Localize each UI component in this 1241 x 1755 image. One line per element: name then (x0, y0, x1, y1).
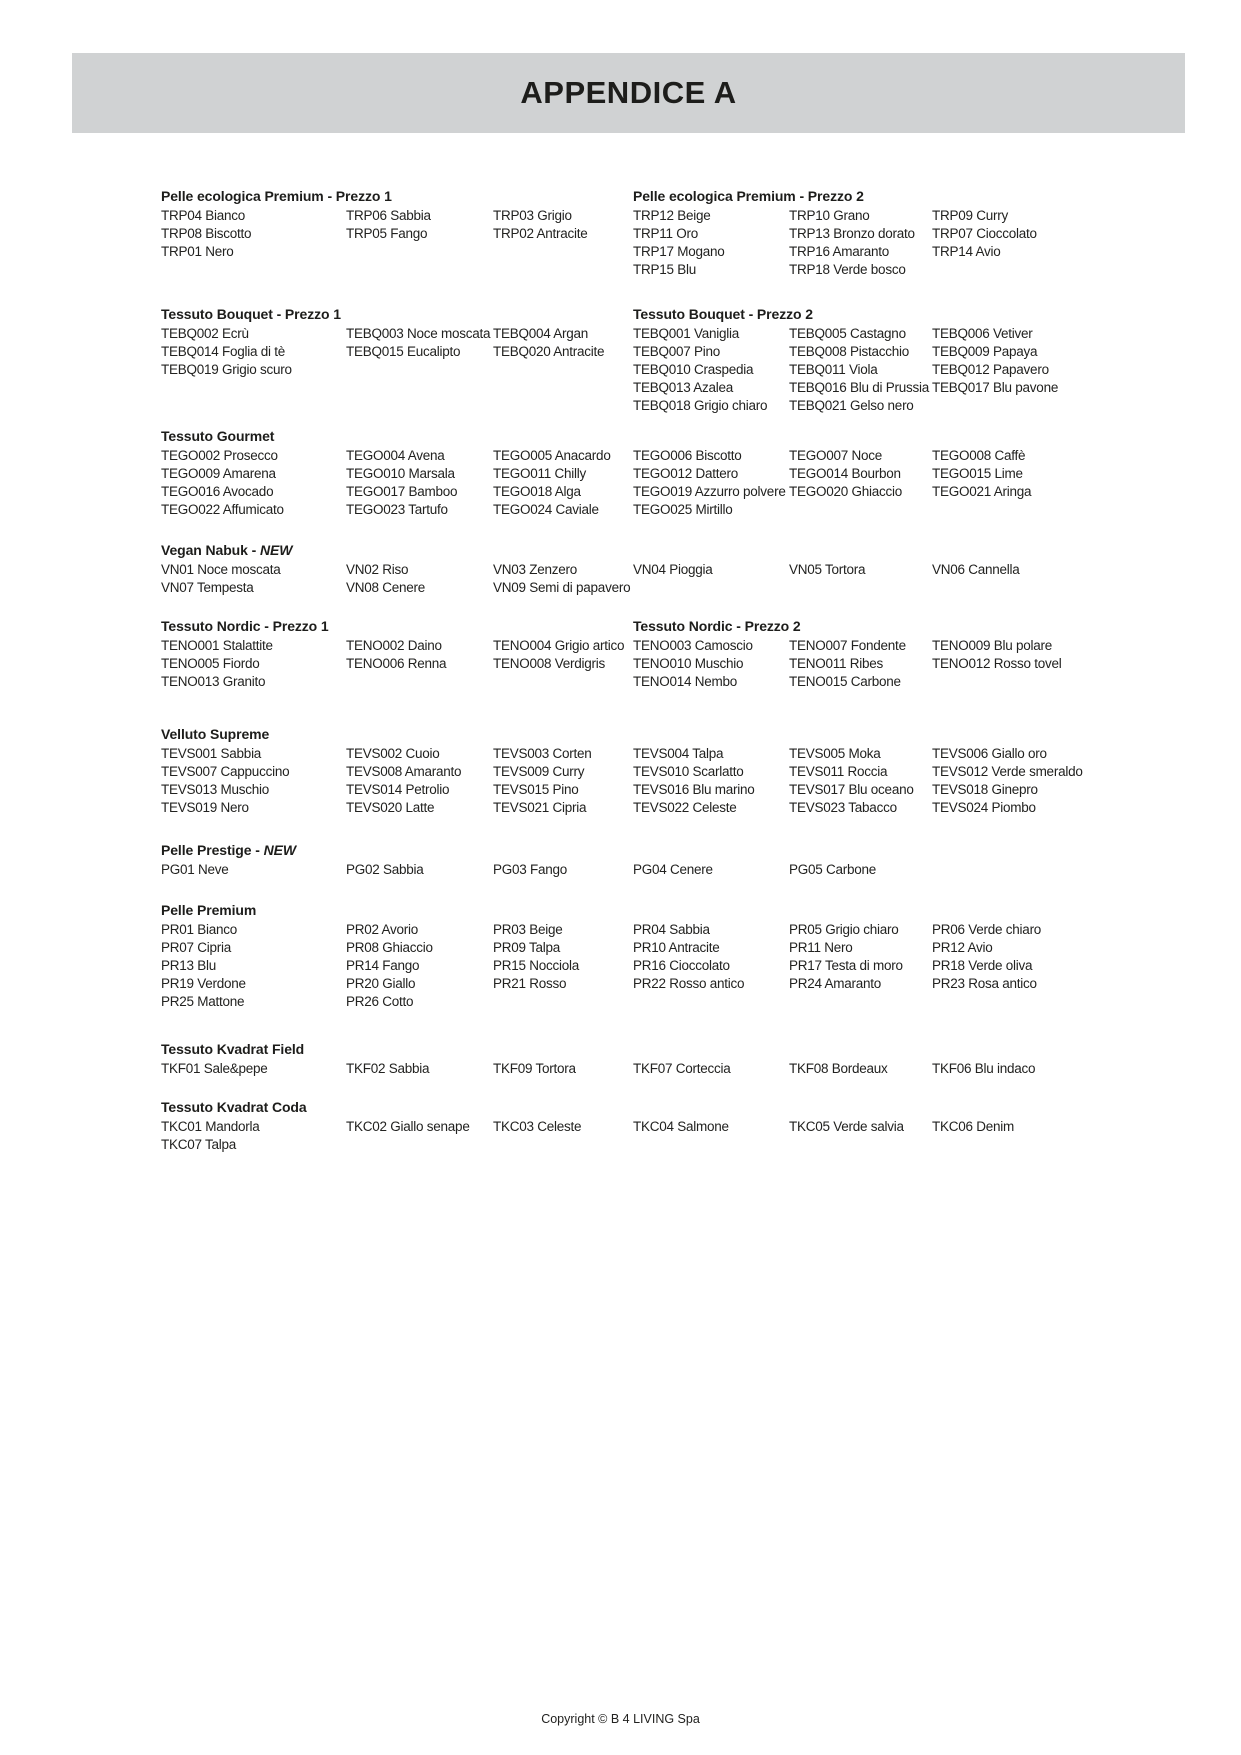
color-code: TEBQ015 Eucalipto (346, 344, 461, 359)
color-code: TEVS019 Nero (161, 800, 249, 815)
section-pelle-premium (161, 899, 1121, 1011)
color-code: TEGO004 Avena (346, 448, 445, 463)
section-tessuto-nordic-prezzo-2 (633, 615, 1121, 691)
color-code-grid (161, 561, 1121, 597)
color-code: PR01 Bianco (161, 922, 238, 937)
color-code: TKF06 Blu indaco (932, 1061, 1036, 1076)
color-code: TEBQ010 Craspedia (633, 362, 754, 377)
color-code: PR11 Nero (789, 940, 853, 955)
color-code: TRP13 Bronzo dorato (789, 226, 915, 241)
color-code: PR20 Giallo (346, 976, 416, 991)
color-code: TEBQ012 Papavero (932, 362, 1049, 377)
color-code: TEGO020 Ghiaccio (789, 484, 903, 499)
color-code: TEBQ008 Pistacchio (789, 344, 910, 359)
color-code: TRP08 Biscotto (161, 226, 252, 241)
color-code: TENO004 Grigio artico (493, 638, 625, 653)
color-code: TEVS002 Cuoio (346, 746, 440, 761)
color-code: TEBQ004 Argan (493, 326, 589, 341)
color-code-grid (633, 637, 1121, 691)
color-code: TEGO022 Affumicato (161, 502, 284, 517)
color-code: TEGO007 Noce (789, 448, 883, 463)
color-code: VN09 Semi di papavero (493, 580, 631, 595)
section-vegan-nabuk (161, 539, 1121, 597)
color-code: TEVS015 Pino (493, 782, 579, 797)
color-code: PR15 Nocciola (493, 958, 580, 973)
color-code: TRP01 Nero (161, 244, 234, 259)
section-tessuto-kvadrat-coda (161, 1096, 1121, 1154)
color-code: PR06 Verde chiaro (932, 922, 1042, 937)
color-code: PR23 Rosa antico (932, 976, 1037, 991)
color-code: PR04 Sabbia (633, 922, 710, 937)
section-title: Tessuto Gourmet (161, 428, 275, 444)
color-code: VN03 Zenzero (493, 562, 578, 577)
color-code: TEBQ018 Grigio chiaro (633, 398, 768, 413)
color-code: TEVS010 Scarlatto (633, 764, 744, 779)
color-code: TEVS004 Talpa (633, 746, 724, 761)
color-code: PR03 Beige (493, 922, 563, 937)
color-code: TENO002 Daino (346, 638, 442, 653)
color-code: TEGO019 Azzurro polvere (633, 484, 786, 499)
color-code: TRP07 Cioccolato (932, 226, 1037, 241)
color-code: TENO014 Nembo (633, 674, 738, 689)
color-code: TEBQ017 Blu pavone (932, 380, 1059, 395)
color-code: PR26 Cotto (346, 994, 414, 1009)
color-code: TEGO023 Tartufo (346, 502, 448, 517)
color-code: TENO015 Carbone (789, 674, 901, 689)
color-code: TEGO024 Caviale (493, 502, 599, 517)
color-code-grid (161, 207, 633, 261)
section-tessuto-gourmet (161, 425, 1121, 519)
color-code: PR25 Mattone (161, 994, 245, 1009)
color-code: TEGO021 Aringa (932, 484, 1032, 499)
color-code: TRP05 Fango (346, 226, 428, 241)
color-code: PR13 Blu (161, 958, 217, 973)
color-code: TEBQ013 Azalea (633, 380, 734, 395)
section-tessuto-nordic-prezzo-1 (161, 615, 633, 691)
color-code: TEGO010 Marsala (346, 466, 455, 481)
color-code: TKC07 Talpa (161, 1137, 237, 1152)
color-code: TENO003 Camoscio (633, 638, 753, 653)
color-code: TEBQ005 Castagno (789, 326, 906, 341)
color-code: TKF08 Bordeaux (789, 1061, 888, 1076)
color-code: PR02 Avorio (346, 922, 419, 937)
section-pelle-ecologica-prezzo-2 (633, 185, 1121, 279)
color-code-grid (161, 861, 1121, 879)
color-code: TKF01 Sale&pepe (161, 1061, 268, 1076)
color-code: PR14 Fango (346, 958, 420, 973)
section-title: Tessuto Bouquet - Prezzo 1 (161, 306, 341, 322)
color-code: PR12 Avio (932, 940, 993, 955)
color-code-grid (633, 325, 1121, 415)
color-code: TEBQ002 Ecrù (161, 326, 249, 341)
color-code: TKC06 Denim (932, 1119, 1015, 1134)
color-code: TENO013 Granito (161, 674, 266, 689)
color-code: TRP15 Blu (633, 262, 697, 277)
color-code: TEVS007 Cappuccino (161, 764, 290, 779)
color-code: TKC04 Salmone (633, 1119, 729, 1134)
color-code: TENO001 Stalattite (161, 638, 273, 653)
color-code: TEVS017 Blu oceano (789, 782, 914, 797)
color-code: TEVS008 Amaranto (346, 764, 462, 779)
color-code: TEBQ020 Antracite (493, 344, 605, 359)
color-code: TEVS024 Piombo (932, 800, 1036, 815)
color-code: TEVS022 Celeste (633, 800, 737, 815)
color-code: TRP02 Antracite (493, 226, 588, 241)
color-code: TEGO012 Dattero (633, 466, 739, 481)
color-code: PG01 Neve (161, 862, 229, 877)
color-code: TEVS001 Sabbia (161, 746, 262, 761)
color-code: TEGO018 Alga (493, 484, 581, 499)
color-code: PR05 Grigio chiaro (789, 922, 899, 937)
section-title-new-flag: NEW (263, 842, 296, 858)
section-tessuto-kvadrat-field (161, 1038, 1121, 1078)
section-title: Pelle ecologica Premium - Prezzo 1 (161, 188, 392, 204)
color-code: TEGO006 Biscotto (633, 448, 742, 463)
color-code: TEVS021 Cipria (493, 800, 587, 815)
color-code: TENO012 Rosso tovel (932, 656, 1062, 671)
color-code: PR24 Amaranto (789, 976, 882, 991)
color-code: TEGO011 Chilly (493, 466, 587, 481)
color-code: TENO007 Fondente (789, 638, 906, 653)
page-header-band (72, 53, 1185, 133)
section-title-new-flag: NEW (259, 542, 293, 558)
color-code: TEVS013 Muschio (161, 782, 270, 797)
color-code: TRP04 Bianco (161, 208, 246, 223)
color-code: TKC05 Verde salvia (789, 1119, 904, 1134)
color-code: TEGO015 Lime (932, 466, 1023, 481)
color-code: TRP18 Verde bosco (789, 262, 906, 277)
color-code: PR17 Testa di moro (789, 958, 903, 973)
color-code: TEBQ006 Vetiver (932, 326, 1033, 341)
color-code: TEBQ016 Blu di Prussia (789, 380, 930, 395)
section-title: Tessuto Nordic - Prezzo 2 (633, 618, 801, 634)
color-code: TRP03 Grigio (493, 208, 572, 223)
color-code: TEGO002 Prosecco (161, 448, 278, 463)
color-code-grid (633, 207, 1121, 279)
color-code: TEBQ011 Viola (789, 362, 878, 377)
section-title: Tessuto Kvadrat Coda (161, 1099, 307, 1115)
color-code: TEGO017 Bamboo (346, 484, 458, 499)
color-code: TEBQ001 Vaniglia (633, 326, 740, 341)
section-title: Tessuto Nordic - Prezzo 1 (161, 618, 329, 634)
color-code: VN05 Tortora (789, 562, 866, 577)
color-code: TEVS006 Giallo oro (932, 746, 1047, 761)
color-code-grid (161, 325, 633, 379)
color-code: TRP17 Mogano (633, 244, 725, 259)
section-title: Velluto Supreme (161, 726, 270, 742)
color-code: TEGO005 Anacardo (493, 448, 611, 463)
color-code: TEVS003 Corten (493, 746, 592, 761)
color-code: TEBQ003 Noce moscata (346, 326, 491, 341)
color-code: TRP12 Beige (633, 208, 711, 223)
color-code: TKF07 Corteccia (633, 1061, 731, 1076)
section-title: Pelle Prestige - NEW (161, 842, 296, 858)
color-code: TEGO008 Caffè (932, 448, 1026, 463)
section-velluto-supreme (161, 723, 1121, 817)
color-code: TENO006 Renna (346, 656, 447, 671)
color-code: TEVS014 Petrolio (346, 782, 450, 797)
color-code: TRP16 Amaranto (789, 244, 890, 259)
color-code: TEVS023 Tabacco (789, 800, 897, 815)
color-code: PR09 Talpa (493, 940, 561, 955)
page-footer: Copyright © B 4 LIVING Spa (541, 1712, 700, 1726)
color-code: TEVS012 Verde smeraldo (932, 764, 1083, 779)
color-code-grid (161, 921, 1121, 1011)
color-code: TKF02 Sabbia (346, 1061, 430, 1076)
color-code: TRP10 Grano (789, 208, 870, 223)
color-code: PG02 Sabbia (346, 862, 424, 877)
color-code: TKC01 Mandorla (161, 1119, 260, 1134)
color-code: VN02 Riso (346, 562, 409, 577)
color-code: TKF09 Tortora (493, 1061, 576, 1076)
color-code: PR21 Rosso (493, 976, 567, 991)
color-code: TENO010 Muschio (633, 656, 744, 671)
color-code: VN07 Tempesta (161, 580, 254, 595)
color-code-grid (161, 745, 1121, 817)
color-code: PG04 Cenere (633, 862, 713, 877)
color-code: TRP06 Sabbia (346, 208, 431, 223)
section-title: Tessuto Kvadrat Field (161, 1041, 305, 1057)
page-title: APPENDICE A (520, 75, 737, 110)
color-code: TENO008 Verdigris (493, 656, 606, 671)
section-title: Vegan Nabuk - NEW (161, 542, 293, 558)
color-code: PR22 Rosso antico (633, 976, 745, 991)
color-code: TKC02 Giallo senape (346, 1119, 470, 1134)
color-code: TENO009 Blu polare (932, 638, 1053, 653)
section-pelle-ecologica-prezzo-1 (161, 185, 633, 261)
color-code: TEVS009 Curry (493, 764, 585, 779)
color-code: PR07 Cipria (161, 940, 232, 955)
color-code: PR10 Antracite (633, 940, 720, 955)
color-code: PG03 Fango (493, 862, 568, 877)
color-code: TEGO009 Amarena (161, 466, 276, 481)
color-code: TEGO025 Mirtillo (633, 502, 733, 517)
color-code: PR18 Verde oliva (932, 958, 1033, 973)
color-code: TEBQ021 Gelso nero (789, 398, 914, 413)
section-tessuto-bouquet-prezzo-2 (633, 303, 1121, 415)
color-code: TRP09 Curry (932, 208, 1009, 223)
color-code: TRP11 Oro (633, 226, 699, 241)
color-code: TEBQ019 Grigio scuro (161, 362, 292, 377)
color-code: VN08 Cenere (346, 580, 426, 595)
color-code: TEGO016 Avocado (161, 484, 274, 499)
color-code: TEBQ009 Papaya (932, 344, 1038, 359)
color-code: TEVS018 Ginepro (932, 782, 1038, 797)
color-code-grid (161, 1118, 1121, 1154)
color-code-grid (161, 637, 633, 691)
color-code: TRP14 Avio (932, 244, 1001, 259)
color-code: TEGO014 Bourbon (789, 466, 901, 481)
section-title: Pelle Premium (161, 902, 257, 918)
color-code: TEVS016 Blu marino (633, 782, 755, 797)
color-code: VN06 Cannella (932, 562, 1020, 577)
color-code: TEVS020 Latte (346, 800, 435, 815)
color-code-grid (161, 1060, 1121, 1078)
section-pelle-prestige (161, 839, 1121, 879)
color-code: PR16 Cioccolato (633, 958, 730, 973)
color-code: TENO011 Ribes (789, 656, 884, 671)
color-code: TEVS005 Moka (789, 746, 881, 761)
color-code: TEVS011 Roccia (789, 764, 888, 779)
color-code: PR19 Verdone (161, 976, 246, 991)
section-title: Pelle ecologica Premium - Prezzo 2 (633, 188, 864, 204)
section-tessuto-bouquet-prezzo-1 (161, 303, 633, 379)
color-code: TKC03 Celeste (493, 1119, 582, 1134)
color-code: VN04 Pioggia (633, 562, 713, 577)
color-code: PG05 Carbone (789, 862, 877, 877)
color-code: TEBQ007 Pino (633, 344, 721, 359)
color-code-grid (161, 447, 1121, 519)
color-code: VN01 Noce moscata (161, 562, 281, 577)
color-code: TEBQ014 Foglia di tè (161, 344, 286, 359)
section-title: Tessuto Bouquet - Prezzo 2 (633, 306, 813, 322)
color-code: PR08 Ghiaccio (346, 940, 433, 955)
color-code: TENO005 Fiordo (161, 656, 260, 671)
